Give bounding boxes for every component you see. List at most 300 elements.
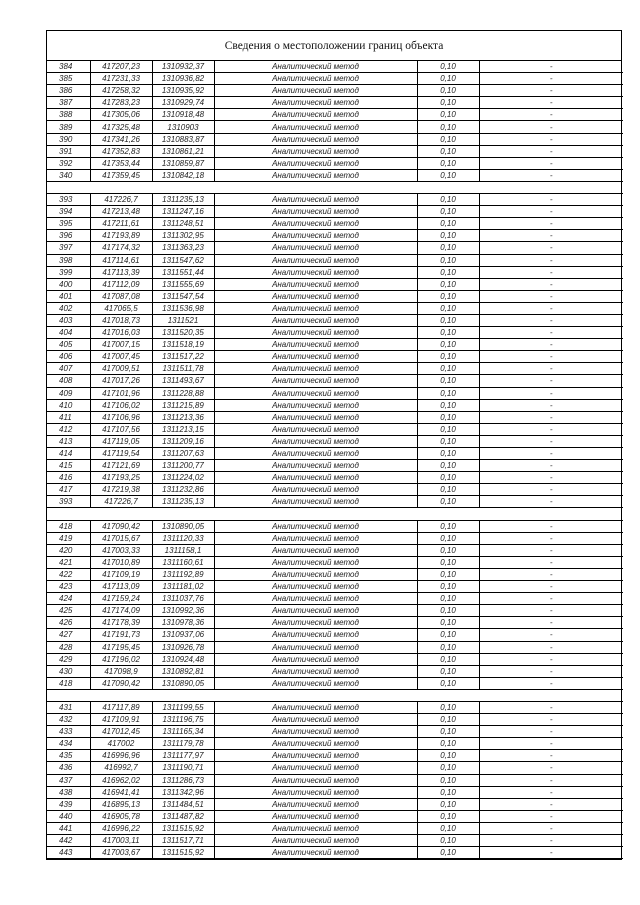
- method-cell: Аналитический метод: [214, 460, 417, 472]
- y-coordinate: 1311224,02: [152, 472, 214, 484]
- note: -: [479, 750, 623, 762]
- y-coordinate: 1310892,81: [152, 665, 214, 677]
- accuracy: 0,10: [417, 496, 479, 508]
- accuracy: 0,10: [417, 786, 479, 798]
- note: -: [479, 581, 623, 593]
- y-coordinate: 1311493,67: [152, 375, 214, 387]
- method-cell: Аналитический метод: [214, 290, 417, 302]
- method-cell: Аналитический метод: [214, 230, 417, 242]
- table-row: [47, 363, 623, 375]
- method-cell: Аналитический метод: [214, 411, 417, 423]
- accuracy: 0,10: [417, 399, 479, 411]
- table-row: [47, 762, 623, 774]
- note: -: [479, 411, 623, 423]
- x-coordinate: 417113,09: [90, 581, 152, 593]
- page-title: Сведения о местоположении границ объекта: [47, 31, 621, 61]
- accuracy: 0,10: [417, 798, 479, 810]
- note: -: [479, 774, 623, 786]
- table-row: [47, 423, 623, 435]
- method-cell: Аналитический метод: [214, 314, 417, 326]
- y-coordinate: 1310903: [152, 121, 214, 133]
- x-coordinate: 417114,61: [90, 254, 152, 266]
- method-cell: Аналитический метод: [214, 266, 417, 278]
- method-cell: Аналитический метод: [214, 218, 417, 230]
- accuracy: 0,10: [417, 314, 479, 326]
- table-row: [47, 484, 623, 496]
- x-coordinate: 417341,26: [90, 133, 152, 145]
- method-cell: Аналитический метод: [214, 701, 417, 713]
- point-number: 443: [47, 847, 90, 859]
- note: -: [479, 387, 623, 399]
- accuracy: 0,10: [417, 822, 479, 834]
- accuracy: 0,10: [417, 121, 479, 133]
- method-cell: Аналитический метод: [214, 327, 417, 339]
- method-cell: Аналитический метод: [214, 810, 417, 822]
- y-coordinate: 1311190,71: [152, 762, 214, 774]
- method-cell: Аналитический метод: [214, 520, 417, 532]
- table-row: [47, 581, 623, 593]
- table-row: [47, 218, 623, 230]
- coordinates-table-body: [47, 61, 623, 859]
- x-coordinate: 416962,02: [90, 774, 152, 786]
- accuracy: 0,10: [417, 133, 479, 145]
- table-row: [47, 157, 623, 169]
- point-number: 425: [47, 605, 90, 617]
- note: -: [479, 302, 623, 314]
- note: -: [479, 665, 623, 677]
- point-number: 390: [47, 133, 90, 145]
- note: -: [479, 714, 623, 726]
- table-row: [47, 544, 623, 556]
- accuracy: 0,10: [417, 169, 479, 181]
- note: -: [479, 532, 623, 544]
- y-coordinate: 1311517,22: [152, 351, 214, 363]
- table-row: [47, 593, 623, 605]
- table-row: [47, 532, 623, 544]
- x-coordinate: 417219,38: [90, 484, 152, 496]
- x-coordinate: 417174,09: [90, 605, 152, 617]
- note: -: [479, 448, 623, 460]
- x-coordinate: 417106,96: [90, 411, 152, 423]
- y-coordinate: 1310935,92: [152, 85, 214, 97]
- y-coordinate: 1310937,06: [152, 629, 214, 641]
- point-number: 424: [47, 593, 90, 605]
- note: -: [479, 339, 623, 351]
- y-coordinate: 1310978,36: [152, 617, 214, 629]
- y-coordinate: 1311286,73: [152, 774, 214, 786]
- method-cell: Аналитический метод: [214, 423, 417, 435]
- table-row: [47, 314, 623, 326]
- point-number: 419: [47, 532, 90, 544]
- accuracy: 0,10: [417, 109, 479, 121]
- accuracy: 0,10: [417, 435, 479, 447]
- note: -: [479, 363, 623, 375]
- x-coordinate: 417007,45: [90, 351, 152, 363]
- y-coordinate: 1311555,69: [152, 278, 214, 290]
- y-coordinate: 1310924,48: [152, 653, 214, 665]
- method-cell: Аналитический метод: [214, 532, 417, 544]
- point-number: 392: [47, 157, 90, 169]
- method-cell: Аналитический метод: [214, 169, 417, 181]
- y-coordinate: 1311511,78: [152, 363, 214, 375]
- point-number: 409: [47, 387, 90, 399]
- method-cell: Аналитический метод: [214, 399, 417, 411]
- point-number: 436: [47, 762, 90, 774]
- table-row: [47, 448, 623, 460]
- method-cell: Аналитический метод: [214, 145, 417, 157]
- y-coordinate: 1311209,16: [152, 435, 214, 447]
- x-coordinate: 417196,02: [90, 653, 152, 665]
- accuracy: 0,10: [417, 97, 479, 109]
- y-coordinate: 1311213,36: [152, 411, 214, 423]
- method-cell: Аналитический метод: [214, 448, 417, 460]
- accuracy: 0,10: [417, 665, 479, 677]
- table-row: [47, 568, 623, 580]
- note: -: [479, 145, 623, 157]
- method-cell: Аналитический метод: [214, 738, 417, 750]
- method-cell: Аналитический метод: [214, 206, 417, 218]
- table-row: [47, 61, 623, 73]
- table-row: [47, 85, 623, 97]
- y-coordinate: 1311200,77: [152, 460, 214, 472]
- accuracy: 0,10: [417, 762, 479, 774]
- x-coordinate: 417002: [90, 738, 152, 750]
- point-number: 400: [47, 278, 90, 290]
- x-coordinate: 417211,61: [90, 218, 152, 230]
- table-row: [47, 302, 623, 314]
- point-number: 440: [47, 810, 90, 822]
- y-coordinate: 1310883,87: [152, 133, 214, 145]
- x-coordinate: 417109,91: [90, 714, 152, 726]
- method-cell: Аналитический метод: [214, 109, 417, 121]
- table-row: [47, 73, 623, 85]
- method-cell: Аналитический метод: [214, 726, 417, 738]
- table-row: [47, 653, 623, 665]
- y-coordinate: 1310859,87: [152, 157, 214, 169]
- method-cell: Аналитический метод: [214, 665, 417, 677]
- note: -: [479, 653, 623, 665]
- table-row: [47, 266, 623, 278]
- y-coordinate: 1311551,44: [152, 266, 214, 278]
- y-coordinate: 1311363,23: [152, 242, 214, 254]
- accuracy: 0,10: [417, 653, 479, 665]
- accuracy: 0,10: [417, 339, 479, 351]
- y-coordinate: 1311228,88: [152, 387, 214, 399]
- y-coordinate: 1311165,34: [152, 726, 214, 738]
- group-separator-row: [47, 508, 623, 520]
- point-number: 394: [47, 206, 90, 218]
- note: -: [479, 435, 623, 447]
- table-row: [47, 847, 623, 859]
- y-coordinate: 1310926,78: [152, 641, 214, 653]
- accuracy: 0,10: [417, 242, 479, 254]
- point-number: 406: [47, 351, 90, 363]
- method-cell: Аналитический метод: [214, 375, 417, 387]
- method-cell: Аналитический метод: [214, 97, 417, 109]
- accuracy: 0,10: [417, 738, 479, 750]
- y-coordinate: 1311248,51: [152, 218, 214, 230]
- accuracy: 0,10: [417, 774, 479, 786]
- accuracy: 0,10: [417, 641, 479, 653]
- x-coordinate: 417106,02: [90, 399, 152, 411]
- y-coordinate: 1311207,63: [152, 448, 214, 460]
- note: -: [479, 496, 623, 508]
- table-row: [47, 810, 623, 822]
- accuracy: 0,10: [417, 605, 479, 617]
- table-row: [47, 750, 623, 762]
- method-cell: Аналитический метод: [214, 363, 417, 375]
- point-number: 435: [47, 750, 90, 762]
- point-number: 396: [47, 230, 90, 242]
- accuracy: 0,10: [417, 835, 479, 847]
- accuracy: 0,10: [417, 581, 479, 593]
- point-number: 395: [47, 218, 90, 230]
- point-number: 413: [47, 435, 90, 447]
- y-coordinate: 1311247,16: [152, 206, 214, 218]
- method-cell: Аналитический метод: [214, 774, 417, 786]
- x-coordinate: 417121,69: [90, 460, 152, 472]
- accuracy: 0,10: [417, 387, 479, 399]
- point-number: 391: [47, 145, 90, 157]
- x-coordinate: 417016,03: [90, 327, 152, 339]
- table-row: [47, 411, 623, 423]
- x-coordinate: 417117,89: [90, 701, 152, 713]
- note: -: [479, 327, 623, 339]
- table-row: [47, 339, 623, 351]
- method-cell: Аналитический метод: [214, 157, 417, 169]
- point-number: 429: [47, 653, 90, 665]
- point-number: 403: [47, 314, 90, 326]
- accuracy: 0,10: [417, 714, 479, 726]
- accuracy: 0,10: [417, 85, 479, 97]
- table-row: [47, 206, 623, 218]
- point-number: 426: [47, 617, 90, 629]
- method-cell: Аналитический метод: [214, 278, 417, 290]
- method-cell: Аналитический метод: [214, 714, 417, 726]
- y-coordinate: 1310861,21: [152, 145, 214, 157]
- y-coordinate: 1311158,1: [152, 544, 214, 556]
- point-number: 399: [47, 266, 90, 278]
- accuracy: 0,10: [417, 532, 479, 544]
- point-number: 414: [47, 448, 90, 460]
- x-coordinate: 417193,89: [90, 230, 152, 242]
- point-number: 418: [47, 520, 90, 532]
- accuracy: 0,10: [417, 327, 479, 339]
- y-coordinate: 1311515,92: [152, 847, 214, 859]
- note: -: [479, 641, 623, 653]
- y-coordinate: 1311179,78: [152, 738, 214, 750]
- table-row: [47, 435, 623, 447]
- method-cell: Аналитический метод: [214, 762, 417, 774]
- separator-cell: [47, 181, 623, 193]
- point-number: 438: [47, 786, 90, 798]
- accuracy: 0,10: [417, 629, 479, 641]
- x-coordinate: 417226,7: [90, 496, 152, 508]
- note: -: [479, 556, 623, 568]
- note: -: [479, 254, 623, 266]
- method-cell: Аналитический метод: [214, 73, 417, 85]
- y-coordinate: 1311037,76: [152, 593, 214, 605]
- note: -: [479, 484, 623, 496]
- note: -: [479, 230, 623, 242]
- point-number: 427: [47, 629, 90, 641]
- method-cell: Аналитический метод: [214, 581, 417, 593]
- y-coordinate: 1310932,37: [152, 61, 214, 73]
- method-cell: Аналитический метод: [214, 484, 417, 496]
- x-coordinate: 417325,48: [90, 121, 152, 133]
- y-coordinate: 1311192,89: [152, 568, 214, 580]
- table-row: [47, 97, 623, 109]
- note: -: [479, 835, 623, 847]
- point-number: 412: [47, 423, 90, 435]
- table-row: [47, 169, 623, 181]
- x-coordinate: 417109,19: [90, 568, 152, 580]
- y-coordinate: 1311547,62: [152, 254, 214, 266]
- table-row: [47, 701, 623, 713]
- point-number: 416: [47, 472, 90, 484]
- method-cell: Аналитический метод: [214, 593, 417, 605]
- accuracy: 0,10: [417, 254, 479, 266]
- point-number: 410: [47, 399, 90, 411]
- table-row: [47, 605, 623, 617]
- accuracy: 0,10: [417, 810, 479, 822]
- x-coordinate: 417107,56: [90, 423, 152, 435]
- method-cell: Аналитический метод: [214, 835, 417, 847]
- point-number: 430: [47, 665, 90, 677]
- accuracy: 0,10: [417, 617, 479, 629]
- accuracy: 0,10: [417, 218, 479, 230]
- y-coordinate: 1311536,98: [152, 302, 214, 314]
- group-separator-row: [47, 181, 623, 193]
- y-coordinate: 1311181,02: [152, 581, 214, 593]
- method-cell: Аналитический метод: [214, 254, 417, 266]
- x-coordinate: 417352,83: [90, 145, 152, 157]
- method-cell: Аналитический метод: [214, 242, 417, 254]
- y-coordinate: 1311215,89: [152, 399, 214, 411]
- x-coordinate: 416941,41: [90, 786, 152, 798]
- x-coordinate: 417009,51: [90, 363, 152, 375]
- table-row: [47, 399, 623, 411]
- table-row: [47, 738, 623, 750]
- x-coordinate: 417119,05: [90, 435, 152, 447]
- point-number: 421: [47, 556, 90, 568]
- point-number: 401: [47, 290, 90, 302]
- method-cell: Аналитический метод: [214, 653, 417, 665]
- method-cell: Аналитический метод: [214, 568, 417, 580]
- point-number: 405: [47, 339, 90, 351]
- y-coordinate: 1310929,74: [152, 97, 214, 109]
- y-coordinate: 1311213,15: [152, 423, 214, 435]
- accuracy: 0,10: [417, 363, 479, 375]
- point-number: 439: [47, 798, 90, 810]
- accuracy: 0,10: [417, 726, 479, 738]
- note: -: [479, 847, 623, 859]
- x-coordinate: 417119,54: [90, 448, 152, 460]
- y-coordinate: 1311342,96: [152, 786, 214, 798]
- note: -: [479, 726, 623, 738]
- x-coordinate: 417015,67: [90, 532, 152, 544]
- y-coordinate: 1311196,75: [152, 714, 214, 726]
- note: -: [479, 544, 623, 556]
- note: -: [479, 701, 623, 713]
- y-coordinate: 1310936,82: [152, 73, 214, 85]
- accuracy: 0,10: [417, 73, 479, 85]
- table-row: [47, 496, 623, 508]
- note: -: [479, 472, 623, 484]
- y-coordinate: 1310890,05: [152, 520, 214, 532]
- x-coordinate: 417258,32: [90, 85, 152, 97]
- accuracy: 0,10: [417, 750, 479, 762]
- accuracy: 0,10: [417, 278, 479, 290]
- x-coordinate: 417213,48: [90, 206, 152, 218]
- y-coordinate: 1311518,19: [152, 339, 214, 351]
- note: -: [479, 242, 623, 254]
- coordinates-table: [47, 61, 623, 859]
- accuracy: 0,10: [417, 568, 479, 580]
- note: -: [479, 109, 623, 121]
- y-coordinate: 1311120,33: [152, 532, 214, 544]
- note: -: [479, 375, 623, 387]
- note: -: [479, 121, 623, 133]
- x-coordinate: 417191,73: [90, 629, 152, 641]
- point-number: 398: [47, 254, 90, 266]
- table-row: [47, 327, 623, 339]
- table-row: [47, 520, 623, 532]
- accuracy: 0,10: [417, 460, 479, 472]
- x-coordinate: 417113,39: [90, 266, 152, 278]
- y-coordinate: 1311517,71: [152, 835, 214, 847]
- table-row: [47, 677, 623, 689]
- point-number: 397: [47, 242, 90, 254]
- method-cell: Аналитический метод: [214, 677, 417, 689]
- method-cell: Аналитический метод: [214, 351, 417, 363]
- method-cell: Аналитический метод: [214, 302, 417, 314]
- note: -: [479, 798, 623, 810]
- method-cell: Аналитический метод: [214, 194, 417, 206]
- point-number: 437: [47, 774, 90, 786]
- note: -: [479, 399, 623, 411]
- table-row: [47, 665, 623, 677]
- point-number: 388: [47, 109, 90, 121]
- note: -: [479, 85, 623, 97]
- note: -: [479, 266, 623, 278]
- point-number: 441: [47, 822, 90, 834]
- point-number: 408: [47, 375, 90, 387]
- method-cell: Аналитический метод: [214, 822, 417, 834]
- accuracy: 0,10: [417, 375, 479, 387]
- method-cell: Аналитический метод: [214, 556, 417, 568]
- table-row: [47, 254, 623, 266]
- x-coordinate: 417090,42: [90, 520, 152, 532]
- point-number: 386: [47, 85, 90, 97]
- method-cell: Аналитический метод: [214, 750, 417, 762]
- table-row: [47, 726, 623, 738]
- point-number: 428: [47, 641, 90, 653]
- note: -: [479, 351, 623, 363]
- table-row: [47, 798, 623, 810]
- y-coordinate: 1311235,13: [152, 194, 214, 206]
- table-row: [47, 629, 623, 641]
- method-cell: Аналитический метод: [214, 435, 417, 447]
- y-coordinate: 1311235,13: [152, 496, 214, 508]
- point-number: 422: [47, 568, 90, 580]
- accuracy: 0,10: [417, 677, 479, 689]
- table-row: [47, 194, 623, 206]
- x-coordinate: 417112,09: [90, 278, 152, 290]
- method-cell: Аналитический метод: [214, 605, 417, 617]
- y-coordinate: 1311487,82: [152, 810, 214, 822]
- y-coordinate: 1311199,55: [152, 701, 214, 713]
